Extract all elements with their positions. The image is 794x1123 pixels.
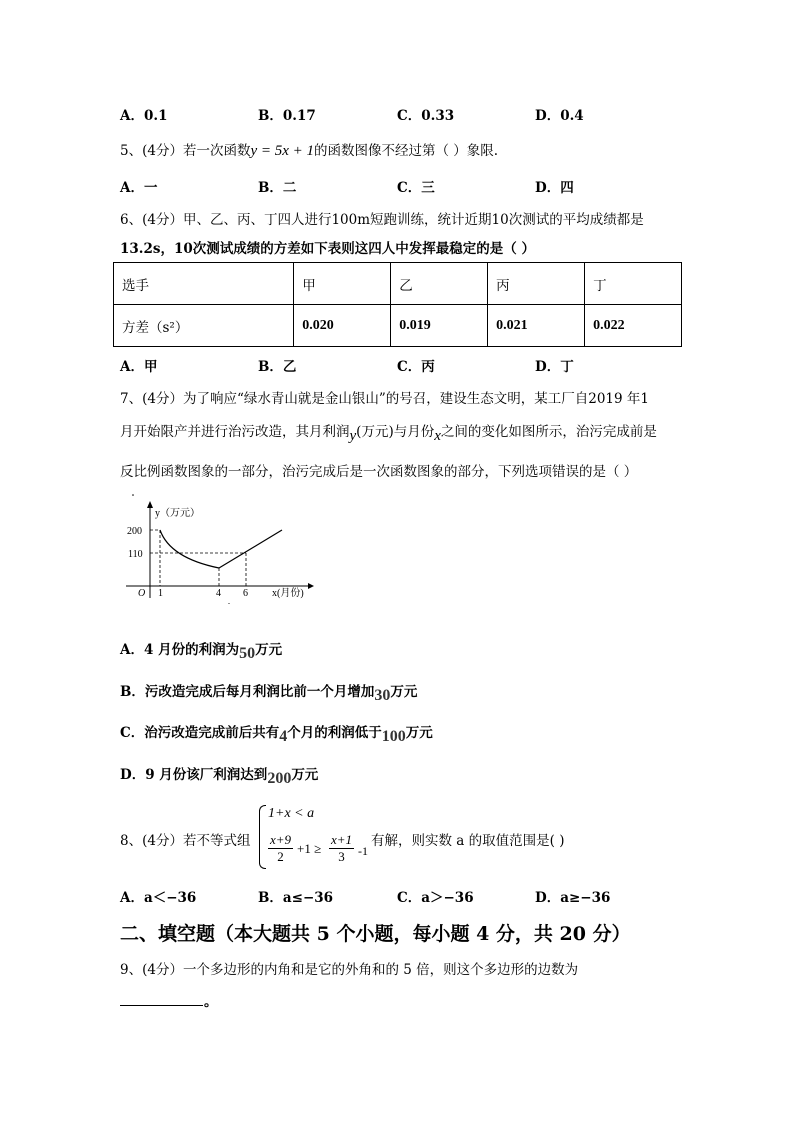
q6-option-a: A．甲 <box>120 359 158 375</box>
table-row <box>114 263 682 305</box>
q4-option-b: B．0.17 <box>258 108 316 124</box>
q7-stem-line2 <box>120 420 657 444</box>
q8-suffix: 有解，则实数 a 的取值范围是( ) <box>371 833 565 849</box>
graph-x-label: x(月份) <box>272 588 304 599</box>
q8-prefix: 8、(4分）若不等式组 <box>120 833 251 849</box>
q7-stem-line1: 7、(4分）为了响应“绿水青山就是金山银山”的号召，建设生态文明，某工厂自2019 年1 <box>120 391 649 407</box>
graph-dot <box>132 494 134 496</box>
fraction-numerator: x+1 <box>331 832 353 847</box>
table-header-cell: 丁 <box>585 263 682 305</box>
q6-option-b: B．乙 <box>258 359 297 375</box>
q7-option-a <box>120 638 283 662</box>
y-axis-arrow <box>147 501 153 508</box>
table-cell: 0.020 <box>294 305 391 347</box>
tick-label-6: 6 <box>243 588 248 599</box>
q5-stem <box>120 139 498 160</box>
option-value: 200 <box>267 770 292 787</box>
section-title: 二、填空题（本大题共 5 个小题，每小题 4 分，共 20 分） <box>120 923 631 945</box>
option-text: 个月的利润低于 <box>287 725 382 741</box>
q8-middle: +1 ≥ <box>297 841 322 856</box>
profit-graph <box>118 492 318 604</box>
q5-option-a: A．一 <box>120 180 158 196</box>
graph-y-label: y（万元） <box>155 508 200 519</box>
option-value: 50 <box>239 645 256 662</box>
q5-formula: y = 5x + 1 <box>250 143 315 159</box>
option-text: 万元 <box>405 725 433 741</box>
q8-option-b: B．a≤−36 <box>258 890 334 906</box>
q8-fraction-2 <box>329 832 354 865</box>
q7-line2-part: (万元)与月份 <box>356 424 435 440</box>
option-text: A．4 月份的利润为 <box>120 642 240 658</box>
option-value: 4 <box>279 728 288 745</box>
fraction-denominator: 2 <box>277 849 284 864</box>
tick-label-1: 1 <box>158 588 163 599</box>
table-cell: 0.022 <box>585 305 682 347</box>
q8-tail: -1 <box>358 844 368 858</box>
tick-label-4: 4 <box>216 588 221 599</box>
q8-option-a: A．a＜−36 <box>120 890 197 906</box>
table-cell: 方差（s²） <box>114 305 294 347</box>
q7-var-x: x <box>434 428 441 444</box>
linear-segment <box>219 530 282 568</box>
table-row <box>114 305 682 347</box>
answer-blank[interactable] <box>120 1005 203 1006</box>
table-cell: 0.021 <box>488 305 585 347</box>
q5-suffix: 的函数图像不经过第（ ）象限. <box>314 143 499 159</box>
q8-option-c: C．a＞−36 <box>397 890 474 906</box>
option-text: B．污改造完成后每月利润比前一个月增加 <box>120 684 375 700</box>
x-axis-arrow <box>308 583 314 589</box>
option-value: 100 <box>381 728 406 745</box>
q8-inequality-1: 1+x < a <box>268 806 315 821</box>
q6-option-d: D．丁 <box>535 359 574 375</box>
q9-end-mark: 。 <box>204 994 218 1010</box>
fraction-numerator: x+9 <box>270 832 292 847</box>
q7-option-c <box>120 721 433 745</box>
q6-stem-line2: 13.2s，10次测试成绩的方差如下表则这四人中发挥最稳定的是（ ） <box>120 241 535 257</box>
table-header-cell: 丙 <box>488 263 585 305</box>
table-header-cell: 甲 <box>294 263 391 305</box>
table-cell: 0.019 <box>391 305 488 347</box>
graph-origin: O <box>138 588 146 599</box>
q7-option-b <box>120 680 418 704</box>
q8-fraction-1 <box>268 832 293 865</box>
tick-label-110: 110 <box>128 549 143 560</box>
q7-option-d <box>120 763 319 787</box>
q8-option-d: D．a≥−36 <box>535 890 611 906</box>
q7-line2-part: 月开始限产并进行治污改造，其月利润 <box>120 424 350 440</box>
option-text: 万元 <box>390 684 418 700</box>
option-value: 30 <box>374 687 391 704</box>
q9-stem: 9、(4分）一个多边形的内角和是它的外角和的 5 倍，则这个多边形的边数为 <box>120 962 579 978</box>
option-text: C．治污改造完成前后共有 <box>120 725 280 741</box>
q5-option-c: C．三 <box>397 180 435 196</box>
reciprocal-curve <box>160 530 219 568</box>
option-text: 万元 <box>291 767 319 783</box>
q7-line2-part: 之间的变化如图所示，治污完成前是 <box>440 424 657 440</box>
table-header-cell: 选手 <box>114 263 294 305</box>
tick-label-200: 200 <box>127 526 142 537</box>
q5-option-d: D．四 <box>535 180 574 196</box>
q4-option-c: C．0.33 <box>397 108 455 124</box>
option-text: D．9 月份该厂利润达到 <box>120 767 268 783</box>
graph-dot <box>228 603 230 604</box>
q4-option-d: D．0.4 <box>535 108 584 124</box>
table-header-cell: 乙 <box>391 263 488 305</box>
q6-option-c: C．丙 <box>397 359 435 375</box>
fraction-denominator: 3 <box>338 849 345 864</box>
q7-var-y: y <box>349 428 357 444</box>
q7-stem-line3: 反比例函数图象的一部分，治污完成后是一次函数图象的部分，下列选项错误的是（ ） <box>120 464 638 480</box>
q4-option-a: A．0.1 <box>120 108 168 124</box>
q5-option-b: B．二 <box>258 180 297 196</box>
variance-table <box>113 262 682 347</box>
option-text: 万元 <box>255 642 283 658</box>
q5-prefix: 5、(4分）若一次函数 <box>120 143 251 159</box>
q6-stem-line1: 6、(4分）甲、乙、丙、丁四人进行100m短跑训练，统计近期10次测试的平均成绩都是 <box>120 212 644 228</box>
system-brace <box>259 805 266 869</box>
